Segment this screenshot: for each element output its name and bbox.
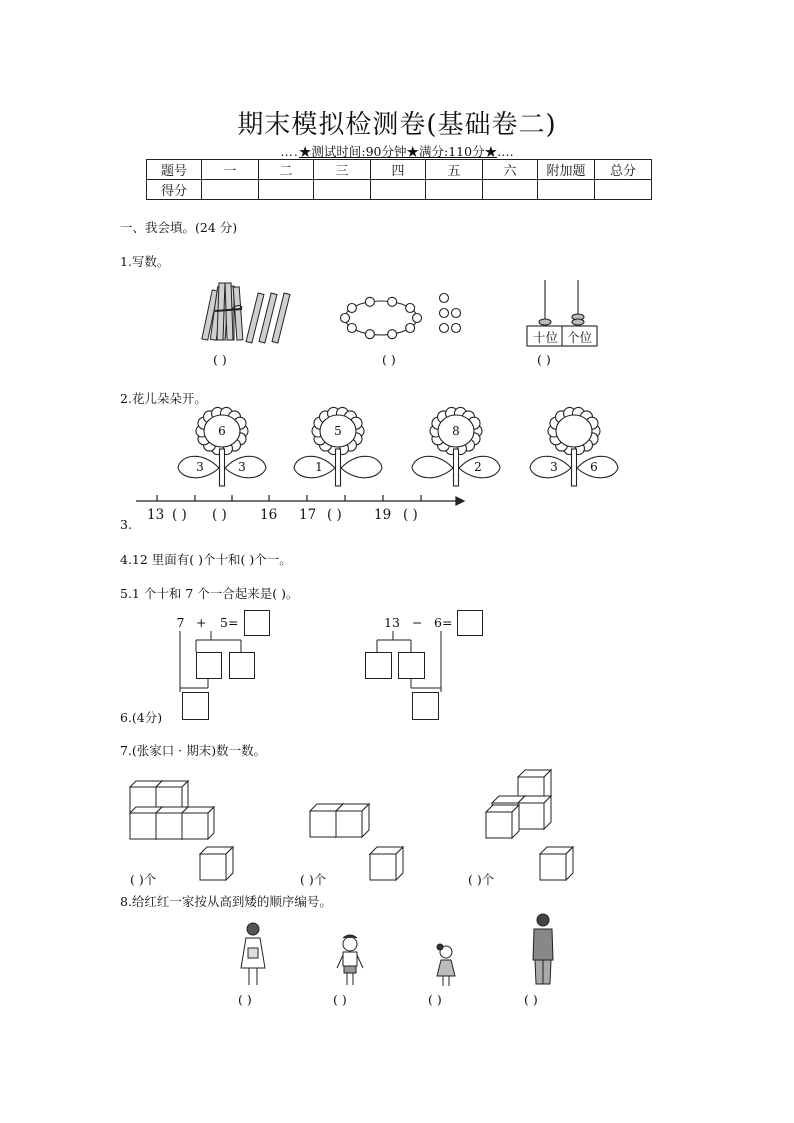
answer-blank[interactable]: ( )	[428, 992, 442, 1007]
flower-right-leaf-number: 6	[590, 460, 598, 474]
table-header-cell: 六	[483, 160, 538, 180]
answer-blank[interactable]: ( )	[524, 992, 538, 1007]
page-subtitle: ….★测试时间:90分钟★满分:110分★….	[280, 144, 514, 159]
flower	[294, 407, 382, 486]
abacus-tens-label: 十位	[532, 330, 558, 345]
answer-blank[interactable]: ( )	[238, 992, 252, 1007]
flower-left-leaf-number: 1	[315, 460, 323, 474]
score-row-label: 得分	[147, 180, 202, 200]
table-header-cell: 四	[371, 160, 426, 180]
answer-blank[interactable]: ( )	[537, 352, 551, 367]
bead	[388, 330, 397, 339]
answer-box[interactable]	[182, 692, 209, 720]
numberline-blank[interactable]: ( )	[327, 507, 342, 523]
numberline-blank[interactable]: ( )	[172, 507, 187, 523]
flower	[412, 407, 500, 486]
table-header-cell: 附加题	[538, 160, 595, 180]
question-1-text: 1.写数。	[120, 254, 170, 269]
cube	[540, 847, 573, 880]
bead	[347, 323, 356, 332]
answer-box[interactable]	[398, 652, 425, 679]
table-header-cell: 总分	[595, 160, 652, 180]
table-header-cell: 一	[202, 160, 259, 180]
answer-blank[interactable]: ( )	[213, 352, 227, 367]
equation-operand: 5=	[220, 615, 239, 630]
table-header-cell: 题号	[147, 160, 202, 180]
flower	[530, 407, 618, 486]
table-header-cell: 二	[259, 160, 314, 180]
equation-operator: −	[412, 615, 423, 630]
abacus-ones-label: 个位	[566, 330, 592, 345]
question-2-text: 2.花儿朵朵开。	[120, 391, 207, 406]
flowers-figure	[178, 407, 618, 486]
question-7-text: 7.(张家口 · 期末)数一数。	[120, 743, 267, 758]
bead	[341, 314, 350, 323]
flower-left-leaf-number: 3	[550, 460, 558, 474]
flower-right-leaf-number: 3	[238, 460, 246, 474]
number-line	[136, 495, 464, 505]
answer-box[interactable]	[412, 692, 439, 720]
bead	[365, 297, 374, 306]
cube-figures	[130, 770, 573, 880]
girl-figure	[437, 944, 455, 986]
cube	[182, 807, 214, 839]
cube	[486, 805, 519, 838]
flower-right-leaf-number: 2	[474, 460, 482, 474]
bead	[413, 314, 422, 323]
section-heading: 一、我会填。(24 分)	[120, 220, 238, 235]
bead	[388, 297, 397, 306]
loose-beads-figure	[440, 294, 461, 333]
question-5-text: 5.1 个十和 7 个一合起来是( )。	[120, 586, 299, 601]
page-title: 期末模拟检测卷(基础卷二)	[237, 110, 557, 140]
flower-left-leaf-number: 3	[196, 460, 204, 474]
table-header-cell: 三	[314, 160, 371, 180]
flower-center-number: 6	[218, 424, 226, 438]
answer-box[interactable]	[229, 652, 255, 679]
answer-blank[interactable]: ( )个	[300, 872, 327, 887]
numberline-label: 16	[260, 507, 278, 523]
stick-bundle-figure	[202, 283, 243, 340]
answer-box[interactable]	[196, 652, 222, 679]
answer-blank[interactable]: ( )个	[468, 872, 495, 887]
bead	[365, 330, 374, 339]
bead	[406, 304, 415, 313]
flower	[178, 407, 266, 486]
equation-operand: 7	[176, 615, 185, 630]
cube	[370, 847, 403, 880]
cube	[518, 796, 551, 829]
ring-beads	[341, 297, 422, 338]
numberline-label: 13	[147, 507, 165, 523]
boy-figure	[337, 935, 363, 985]
single-sticks-figure	[246, 293, 290, 343]
father-figure	[533, 914, 553, 984]
flower-center-number: 5	[334, 424, 342, 438]
cube	[200, 847, 233, 880]
answer-box[interactable]	[457, 610, 483, 636]
numberline-label: 19	[374, 507, 392, 523]
question-3-text: 3.	[120, 517, 132, 532]
bead	[406, 323, 415, 332]
table-header-cell: 五	[426, 160, 483, 180]
flower-center-number: 8	[452, 424, 460, 438]
answer-blank[interactable]: ( )	[382, 352, 396, 367]
family-figures	[241, 914, 553, 986]
answer-box[interactable]	[365, 652, 392, 679]
numberline-blank[interactable]: ( )	[212, 507, 227, 523]
bead	[347, 304, 356, 313]
answer-blank[interactable]: ( )	[333, 992, 347, 1007]
question-6-text: 6.(4分)	[120, 710, 163, 725]
question-8-text: 8.给红红一家按从高到矮的顺序编号。	[120, 894, 332, 909]
question-4-text: 4.12 里面有( )个十和( )个一。	[120, 552, 292, 567]
answer-blank[interactable]: ( )个	[130, 872, 157, 887]
answer-box[interactable]	[244, 610, 270, 636]
equation-operand: 13	[384, 615, 400, 630]
equation-operator: +	[196, 615, 207, 630]
numberline-label: 17	[299, 507, 317, 523]
cube	[336, 804, 369, 837]
equation-operand: 6=	[434, 615, 453, 630]
numberline-blank[interactable]: ( )	[403, 507, 418, 523]
mother-figure	[241, 923, 265, 985]
